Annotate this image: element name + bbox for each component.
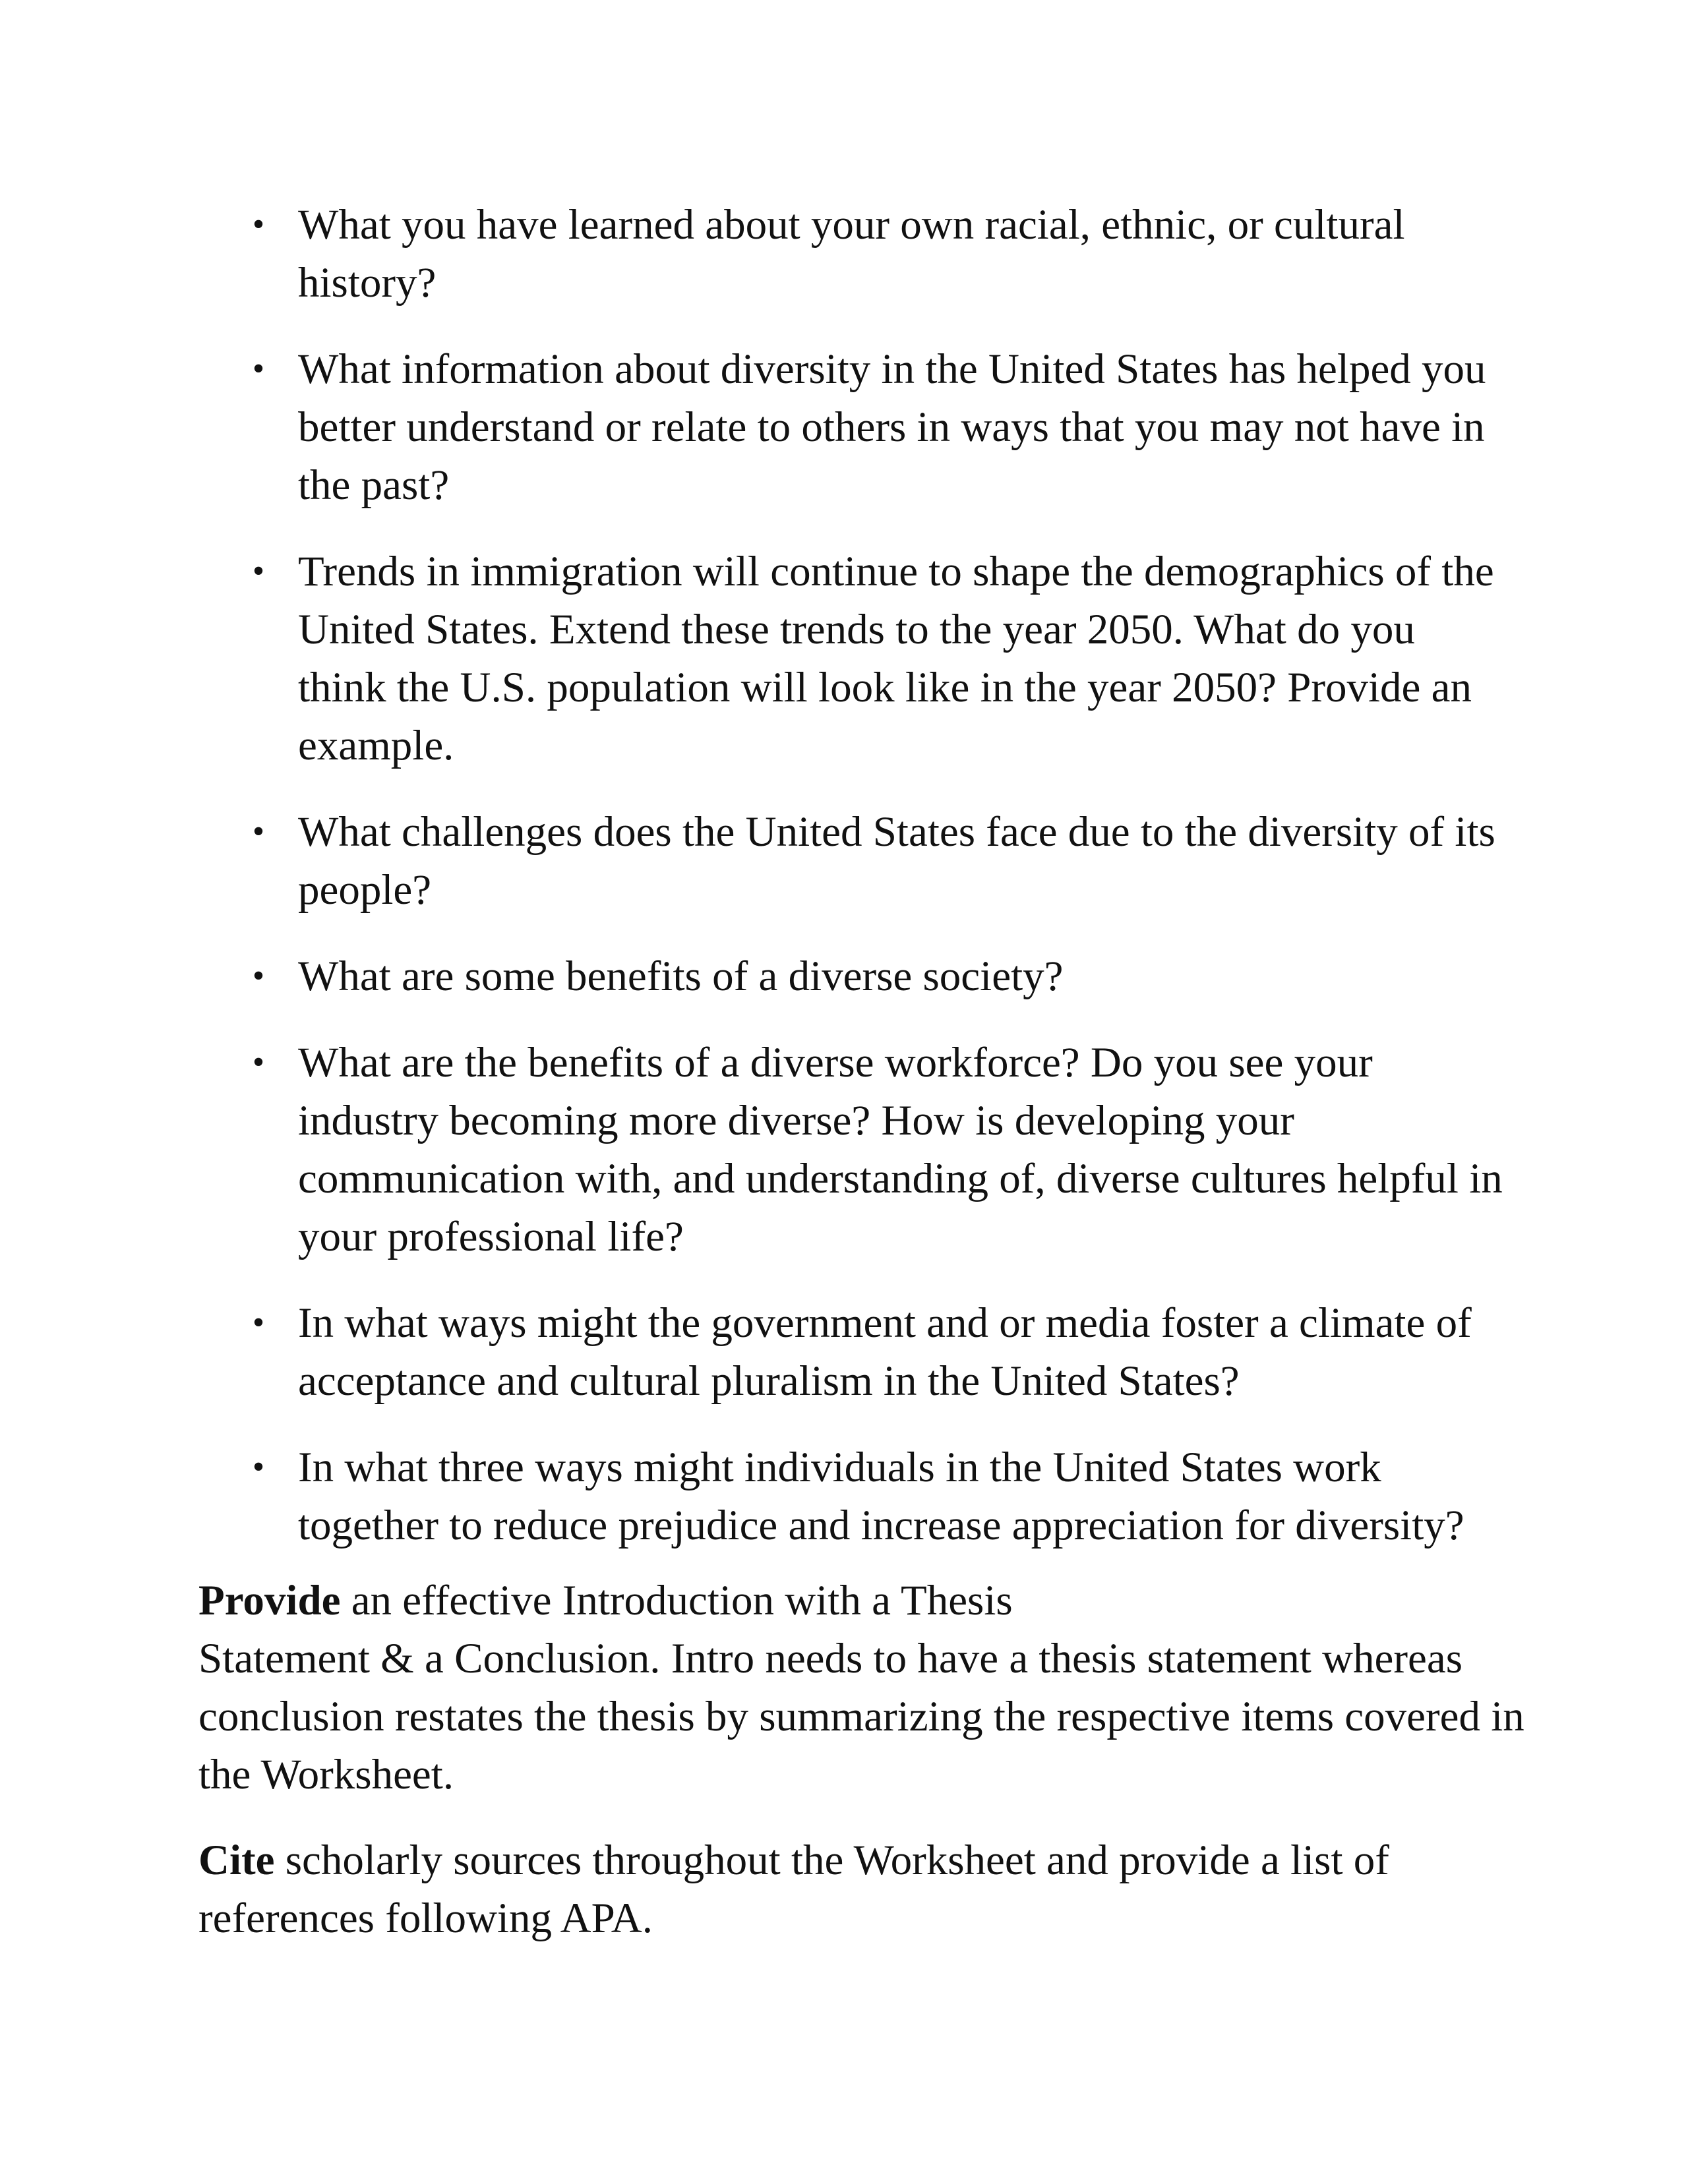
bullet-marker: •	[252, 957, 265, 995]
question-item	[0, 803, 1511, 919]
question-item	[0, 196, 1511, 312]
question-item	[0, 543, 1511, 775]
bullet-marker: •	[252, 1448, 265, 1486]
question-item	[0, 1034, 1511, 1266]
bullet-marker: •	[252, 813, 265, 850]
bullet-marker: •	[252, 552, 265, 590]
bullet-marker: •	[252, 1304, 265, 1342]
bullet-marker: •	[252, 1044, 265, 1081]
question-text: What you have learned about your own racial, ethnic, or cultural history?	[298, 201, 1405, 307]
bullet-marker: •	[252, 206, 265, 243]
cite-remaining-text: scholarly sources throughout the Worksheet and provide a list of references following APA.	[198, 1837, 1389, 1942]
cite-lead-word: Cite	[198, 1837, 275, 1884]
question-item	[0, 947, 1511, 1005]
question-text: What challenges does the United States face due to the diversity of its people?	[298, 808, 1495, 914]
question-list	[0, 196, 1688, 1583]
question-item	[0, 340, 1511, 514]
question-text: What information about diversity in the United States has helped you better understand or relate to others in ways that you may not have in the past?	[298, 345, 1486, 509]
intro-instruction-paragraph	[198, 1572, 1530, 1804]
question-item	[0, 1294, 1511, 1410]
intro-remaining-text: Statement & a Conclusion. Intro needs to have a thesis statement whereas conclusion restates the thesis by summarizing the respective items covered in the Worksheet.	[198, 1635, 1524, 1798]
question-text: In what ways might the government and or media foster a climate of acceptance and cultural pluralism in the United States?	[298, 1299, 1472, 1405]
question-text: What are some benefits of a diverse society?	[298, 953, 1064, 1000]
intro-lead-word: Provide	[198, 1577, 341, 1624]
cite-instruction-paragraph	[198, 1831, 1530, 1947]
question-text: Trends in immigration will continue to shape the demographics of the United States. Extend these trends to the year 2050. What do you think the U.S. population will look like in the year 2050? Provide an example.	[298, 548, 1494, 769]
question-text: In what three ways might individuals in the United States work together to reduce prejudice and increase appreciation for diversity?	[298, 1444, 1464, 1549]
question-text: What are the benefits of a diverse workforce? Do you see your industry becoming more diverse? How is developing your communication with, and understanding of, diverse cultures helpful in your professional life?	[298, 1039, 1503, 1260]
bullet-marker: •	[252, 350, 265, 388]
question-item	[0, 1438, 1511, 1554]
intro-first-line: an effective Introduction with a Thesis	[351, 1577, 1013, 1624]
